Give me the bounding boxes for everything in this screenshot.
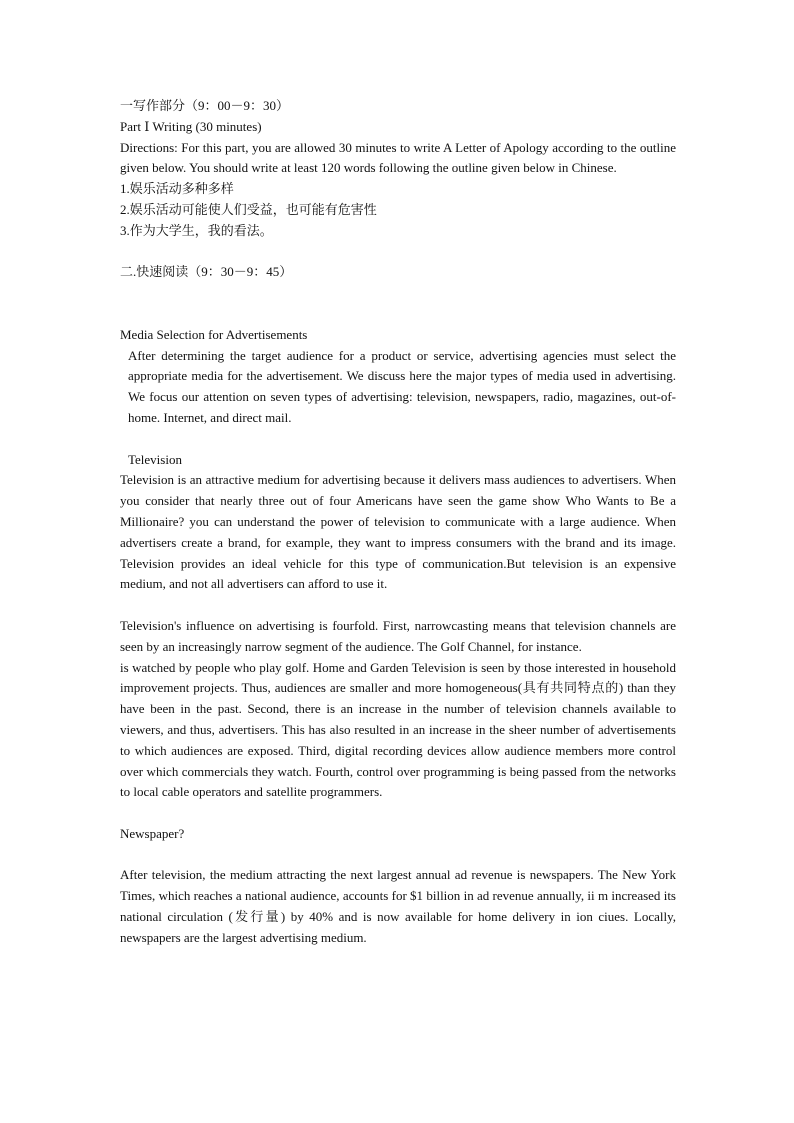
television-paragraph-2a: Television's influence on advertising is fourfold. First, narrowcasting means that television channels are seen by an increasingly narrow segment of the audience. The Golf Channel, for instance. <box>120 617 676 654</box>
television-heading: Television <box>128 451 182 467</box>
newspaper-paragraph-1: After television, the medium attracting the next largest annual ad revenue is newspapers. The New York Times, which reaches a national audience, accounts for $1 billion in ad revenue annually, ii m increased its national circulation (发行量) by 40% and is now available for home delivery in ion ciues. Locally, newspapers are the largest advertising medium. <box>120 867 676 945</box>
part-heading: Part Ⅰ Writing (30 minutes) <box>120 118 262 134</box>
outline-item-1: 1.娱乐活动多种多样 <box>120 181 234 197</box>
television-paragraph-1: Television is an attractive medium for advertising because it delivers mass audiences to advertisers. When you consider that nearly three out of four Americans have seen the game show Who Wants to Be a Millionaire? you can understand the power of television to communicate with a large audience. When advertisers create a brand, for example, they want to impress consumers with the brand and its image. Television provides an ideal vehicle for this type of communication.But television is an expensive medium, and not all advertisers can afford to use it. <box>120 472 676 592</box>
article-title: Media Selection for Advertisements <box>120 326 308 342</box>
outline-item-3: 3.作为大学生，我的看法。 <box>120 222 273 238</box>
television-paragraph-2b: is watched by people who play golf. Home and Garden Television is seen by those interested in household improvement projects. Thus, audiences are smaller and more homogeneous(具有共同特点的) than they have been in the past. Second, there is an increase in the number of television channels available to viewers, and thus, advertisers. This has also resulted in an increase in the sheer number of advertisements to which audiences are exposed. Third, digital recording devices allow audience members more control over which commercials they watch. Fourth, control over programming is being passed from the networks to local cable operators and satellite programmers. <box>120 659 676 800</box>
outline-item-2: 2.娱乐活动可能使人们受益，也可能有危害性 <box>120 201 377 217</box>
newspaper-heading: Newspaper? <box>120 825 185 841</box>
document-page <box>120 96 676 949</box>
article-intro: After determining the target audience for a product or service, advertising agencies must select the appropriate media for the advertisement. We discuss here the major types of media used in advertising. We focus our attention on seven types of advertising: television, newspapers, radio, magazines, out-of-home. Internet, and direct mail. <box>128 347 676 425</box>
section1-heading: 一写作部分（9：00－9：30） <box>120 98 290 113</box>
section2-heading: 二.快速阅读（9：30－9：45） <box>120 264 293 280</box>
writing-directions: Directions: For this part, you are allowed 30 minutes to write A Letter of Apology according to the outline given below. You should write at least 120 words following the outline given below in Chinese. <box>120 139 676 176</box>
